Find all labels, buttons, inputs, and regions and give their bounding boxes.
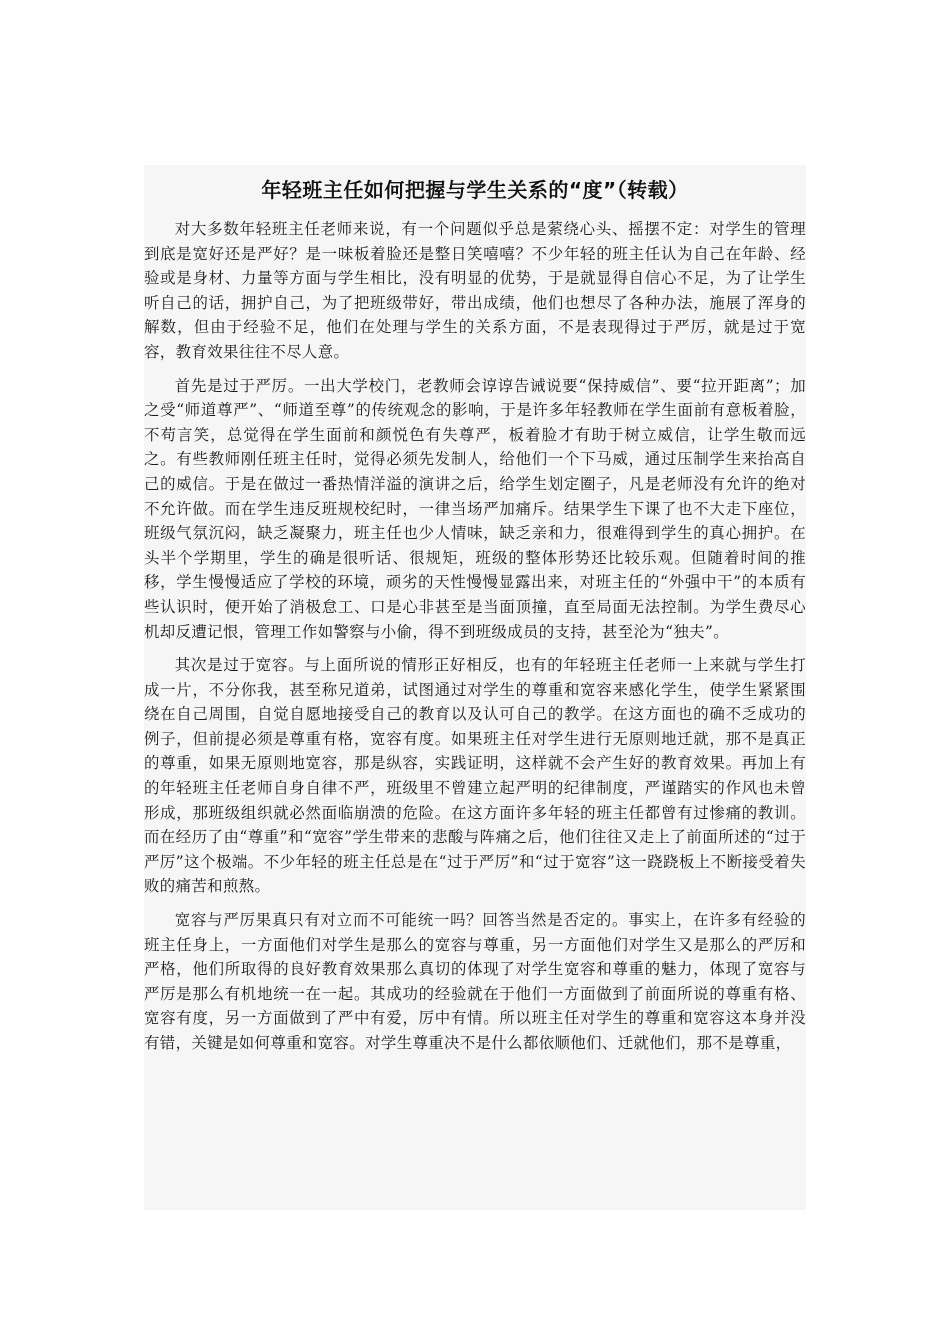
article-body [144,217,806,1056]
paragraph: 对大多数年轻班主任老师来说，有一个问题似乎总是萦绕心头、摇摆不定：对学生的管理到底是宽好还是严好？是一味板着脸还是整日笑嘻嘻？不少年轻的班主任认为自己在年龄、经验或是身材、力量等方面与学生相比，没有明显的优势，于是就显得自信心不足，为了让学生听自己的话，拥护自己，为了把班级带好，带出成绩，他们也想尽了各种办法，施展了浑身的解数，但由于经验不足，他们在处理与学生的关系方面，不是表现得过于严厉，就是过于宽容，教育效果往往不尽人意。 [144,220,806,361]
paragraph: 宽容与严厉果真只有对立而不可能统一吗？回答当然是否定的。事实上，在许多有经验的班主任身上，一方面他们对学生是那么的宽容与尊重，另一方面他们对学生又是那么的严厉和严格，他们所取得的良好教育效果那么真切的体现了对学生宽容和尊重的魅力，体现了宽容与严厉是那么有机地统一在一起。其成功的经验就在于他们一方面做到了前面所说的尊重有格、宽容有度，另一方面做到了严中有爱，厉中有情。所以班主任对学生的尊重和宽容这本身并没有错，关键是如何尊重和宽容。对学生尊重决不是什么都依顺他们、迁就他们，那不是尊重， [144,911,806,1052]
article-title: 年轻班主任如何把握与学生关系的“度”（转载） [261,178,689,202]
paragraph: 首先是过于严厉。一出大学校门，老教师会谆谆告诫说要“保持威信”、要“拉开距离”；加之受“师道尊严”、“师道至尊”的传统观念的影响，于是许多年轻教师在学生面前有意板着脸，不苟言笑，总觉得在学生面前和颜悦色有失尊严，板着脸才有助于树立威信，让学生敬而远之。有些教师刚任班主任时，觉得必须先发制人，给他们一个下马威，通过压制学生来抬高自己的威信。于是在做过一番热情洋溢的演讲之后，给学生划定圈子，凡是老师没有允许的绝对不允许做。而在学生违反班规校纪时，一律当场严加痛斥。结果学生下课了也不大走下座位，班级气氛沉闷，缺乏凝聚力，班主任也少人情味，缺乏亲和力，很难得到学生的真心拥护。在头半个学期里，学生的确是很听话、很规矩，班级的整体形势还比较乐观。但随着时间的推移，学生慢慢适应了学校的环境，顽劣的天性慢慢显露出来，对班主任的“外强中干”的本质有些认识时，便开始了消极怠工、口是心非甚至是当面顶撞，直至局面无法控制。为学生费尽心机却反遭记恨，管理工作如警察与小偷，得不到班级成员的支持，甚至沦为“独夫”。 [144,376,806,641]
paragraph: 其次是过于宽容。与上面所说的情形正好相反，也有的年轻班主任老师一上来就与学生打成一片，不分你我，甚至称兄道弟，试图通过对学生的尊重和宽容来感化学生，使学生紧紧围绕在自己周围，自觉自愿地接受自己的教育以及认可自己的教学。在这方面也的确不乏成功的例子，但前提必须是尊重有格，宽容有度。如果班主任对学生进行无原则地迁就，那不是真正的尊重，如果无原则地宽容，那是纵容，实践证明，这样就不会产生好的教育效果。再加上有的年轻班主任老师自身自律不严，班级里不曾建立起严明的纪律制度，严谨踏实的作风也未曾形成，那班级组织就必然面临崩溃的危险。在这方面许多年轻的班主任都曾有过惨痛的教训。而在经历了由“尊重”和“宽容”学生带来的悲酸与阵痛之后，他们往往又走上了前面所述的“过于严厉”这个极端。不少年轻的班主任总是在“过于严厉”和“过于宽容”这一跷跷板上不断接受着失败的痛苦和煎熬。 [144,656,806,896]
article-panel [144,165,806,1210]
